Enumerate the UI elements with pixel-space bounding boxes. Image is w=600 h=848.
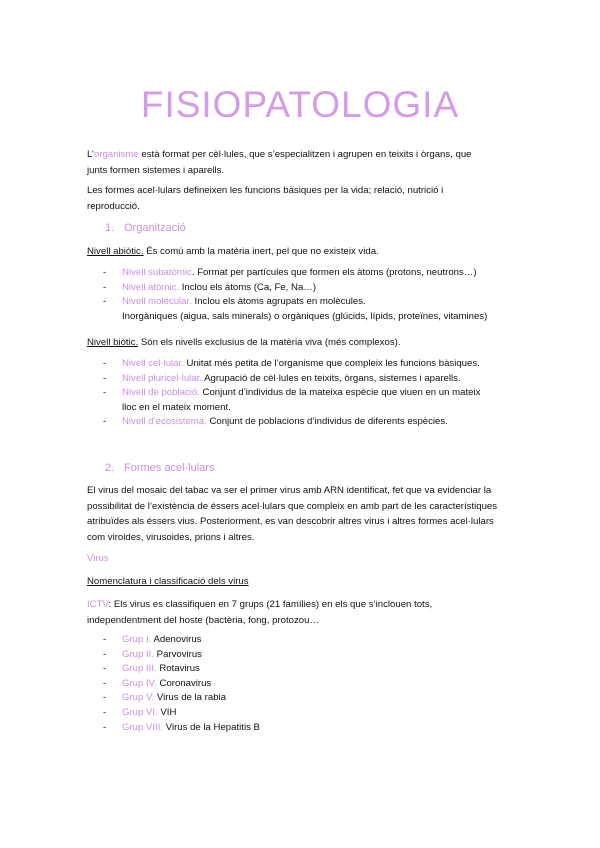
list-marker: -: [103, 706, 107, 718]
list-marker: -: [103, 267, 107, 278]
item-term: Nivell cel·lular.: [122, 358, 184, 369]
section1-number: 1.: [105, 222, 115, 234]
group-desc: Coronavirus: [156, 677, 212, 689]
list-item: [103, 281, 523, 296]
abiotic-intro: [87, 244, 517, 260]
abiotic-label: Nivell abiòtic.: [87, 246, 144, 257]
biotic-list: [103, 357, 523, 430]
virus-label: Virus: [87, 553, 109, 564]
para2-line1: Les formes acel·lulars defineixen les funcions bàsiques per la vida; relació, nutrició i: [87, 185, 444, 196]
page-title: FISIOPATOLOGIA: [140, 84, 460, 125]
list-item: [103, 691, 523, 706]
list-item: [103, 633, 523, 648]
para-line: possibilitat de l’existència de éssers acel·lulars que compleix en amb part de les característiques: [87, 500, 498, 512]
group-term: Grup I.: [122, 634, 152, 645]
section2-paragraph: [87, 483, 527, 545]
biotic-label: Nivell biòtic.: [87, 337, 139, 348]
item-desc: Conjunt de poblacions d’individus de diferents espècies.: [206, 416, 448, 428]
intro-highlight: organisme: [93, 149, 139, 160]
list-item: [103, 648, 523, 663]
nomenclature-heading: Nomenclatura i classificació dels virus: [87, 576, 249, 587]
item-term: Nivell molecular.: [122, 296, 192, 308]
group-desc: VIH: [157, 706, 177, 718]
item-term: Nivell subatòmic: [122, 267, 192, 278]
para2-line2: reproducció.: [87, 200, 140, 212]
group-term: Grup IV.: [122, 677, 157, 689]
group-desc: Virus de la rabia: [154, 692, 227, 704]
intro-prefix: L’: [87, 149, 94, 160]
list-marker: -: [103, 634, 107, 645]
list-marker: -: [103, 663, 107, 675]
list-item: [103, 266, 523, 281]
item-desc: Agrupació de cèl·lules en teixits, òrgans, sistemes i aparells.: [201, 372, 461, 384]
section1-heading-text: Organització: [124, 222, 186, 234]
abiotic-text: És comú amb la matèria inert, pel que no existeix vida.: [143, 246, 379, 257]
list-marker: -: [103, 296, 107, 308]
list-item: [103, 662, 523, 677]
group-term: Grup III.: [122, 663, 157, 675]
section2-heading-text: Formes acel·lulars: [124, 462, 215, 474]
item-term: Nivell d’ecosistema.: [122, 416, 207, 428]
ictv-text: : Els virus es classifiquen en 7 grups (21 famílies) en els que s’inclouen tots,: [108, 599, 433, 610]
group-term: Grup II.: [122, 648, 154, 660]
ictv-paragraph: [87, 597, 517, 628]
group-desc: Rotavirus: [156, 663, 200, 675]
intro-rest-line1: està format per cèl·lules, que s’especialitzen i agrupen en teixits i òrgans, que: [138, 149, 472, 160]
group-term: Grup V.: [122, 692, 155, 704]
group-desc: Virus de la Hepatitis B: [163, 721, 260, 733]
biotic-intro: [87, 335, 517, 351]
para-line: com viroides, virusoides, prions i altres.: [87, 531, 255, 543]
item-desc: Inclou els àtoms agrupats en molècules.: [191, 296, 366, 308]
para2: [87, 183, 517, 214]
list-item: [103, 721, 523, 736]
list-item: [103, 415, 523, 430]
item-desc: Unitat més petita de l’organisme que compleix les funcions bàsiques.: [183, 358, 480, 369]
intro-rest-line2: junts formen sistemes i aparells.: [87, 164, 225, 176]
group-term: Grup VIII.: [122, 721, 164, 733]
section2-number: 2.: [105, 462, 115, 474]
list-marker: -: [103, 358, 107, 369]
item-desc: Conjunt d’individus de la mateixa espècie que viuen en un mateix: [199, 387, 481, 399]
biotic-text: Són els nivells exclusius de la matèria viva (més complexos).: [138, 337, 401, 348]
item-term: Nivell pluricel·lular.: [122, 372, 202, 384]
list-item: [103, 706, 523, 721]
item-term: Nivell atòmic.: [122, 281, 180, 293]
para-line: atribuïdes als éssers vius. Posteriorment, es van descobrir altres virus i altres formes acel·lulars: [87, 516, 494, 527]
item-desc: Inclou els àtoms (Ca, Fe, Na…): [179, 281, 317, 293]
ictv-term: ICTV: [87, 599, 109, 610]
list-marker: -: [103, 692, 107, 704]
list-marker: -: [103, 281, 107, 293]
list-marker: -: [103, 387, 107, 399]
group-desc: Parvovirus: [154, 648, 202, 660]
item-desc-continued: Inorgàniques (aigua, sals minerals) o orgàniques (glúcids, lípids, proteïnes, vitamines): [122, 310, 488, 322]
list-marker: -: [103, 648, 107, 660]
list-item: [103, 372, 523, 387]
list-marker: -: [103, 721, 107, 733]
list-item: [103, 386, 523, 415]
ictv-line2: independentment del hoste (bactèria, fong, protozou…: [87, 614, 320, 626]
list-item: [103, 295, 523, 324]
section1-heading: [105, 222, 186, 234]
list-marker: -: [103, 372, 107, 384]
group-term: Grup VI.: [122, 706, 158, 718]
abiotic-list: [103, 266, 523, 324]
list-marker: -: [103, 677, 107, 689]
list-item: [103, 357, 523, 372]
para-line: El virus del mosaic del tabac va ser el primer virus amb ARN identificat, fet que va evidenciar la: [87, 485, 492, 496]
intro-paragraph: [87, 147, 517, 178]
group-desc: Adenovirus: [151, 634, 202, 645]
section2-heading: [105, 462, 214, 474]
virus-groups-list: [103, 633, 523, 735]
list-item: [103, 677, 523, 692]
item-term: Nivell de població.: [122, 387, 200, 399]
item-desc: . Format per partícules que formen els àtoms (protons, neutrons…): [191, 267, 477, 278]
list-marker: -: [103, 416, 107, 428]
item-desc-continued: lloc en el mateix moment.: [122, 401, 231, 413]
